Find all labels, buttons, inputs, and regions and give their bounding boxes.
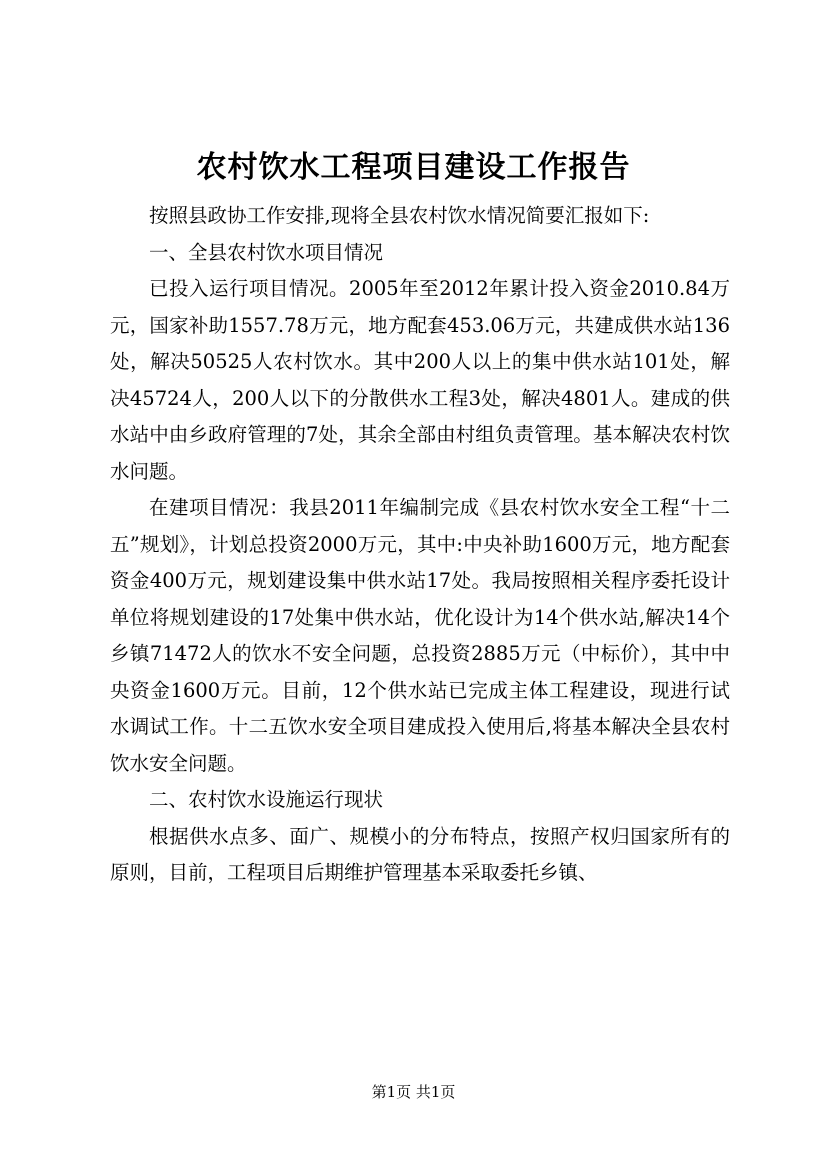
document-body: [110, 198, 730, 892]
document-title: 农村饮水工程项目建设工作报告: [196, 150, 631, 185]
projects-under-construction-paragraph: 在建项目情况：我县2011年编制完成《县农村饮水安全工程“十二五”规划》，计划总投资2000万元，其中:中央补助1600万元，地方配套资金400万元，规划建设集中供水站17处。我局按照相关程序委托设计单位将规划建设的17处集中供水站，优化设计为14个供水站,解决14个乡镇71472人的饮水不安全问题，总投资2885万元（中标价），其中中央资金1600万元。目前，12个供水站已完成主体工程建设，现进行试水调试工作。十二五饮水安全项目建成投入使用后,将基本解决全县农村饮水安全问题。: [110, 496, 730, 775]
operating-projects-paragraph: 已投入运行项目情况。2005年至2012年累计投入资金2010.84万元，国家补助1557.78万元，地方配套453.06万元，共建成供水站136处，解决50525人农村饮水。其中200人以上的集中供水站101处，解决45724人，200人以下的分散供水工程3处，解决4801人。建成的供水站中由乡政府管理的7处，其余全部由村组负责管理。基本解决农村饮水问题。: [110, 277, 730, 483]
intro-paragraph: 按照县政协工作安排,现将全县农村饮水情况简要汇报如下:: [149, 204, 650, 227]
section-heading-2: 二、农村饮水设施运行现状: [149, 788, 384, 811]
management-paragraph: 根据供水点多、面广、规模小的分布特点，按照产权归国家所有的原则，目前，工程项目后期维护管理基本采取委托乡镇、: [110, 824, 730, 884]
page-footer: 第1页 共1页: [371, 1083, 456, 1101]
section-heading-1: 一、全县农村饮水项目情况: [149, 240, 384, 264]
